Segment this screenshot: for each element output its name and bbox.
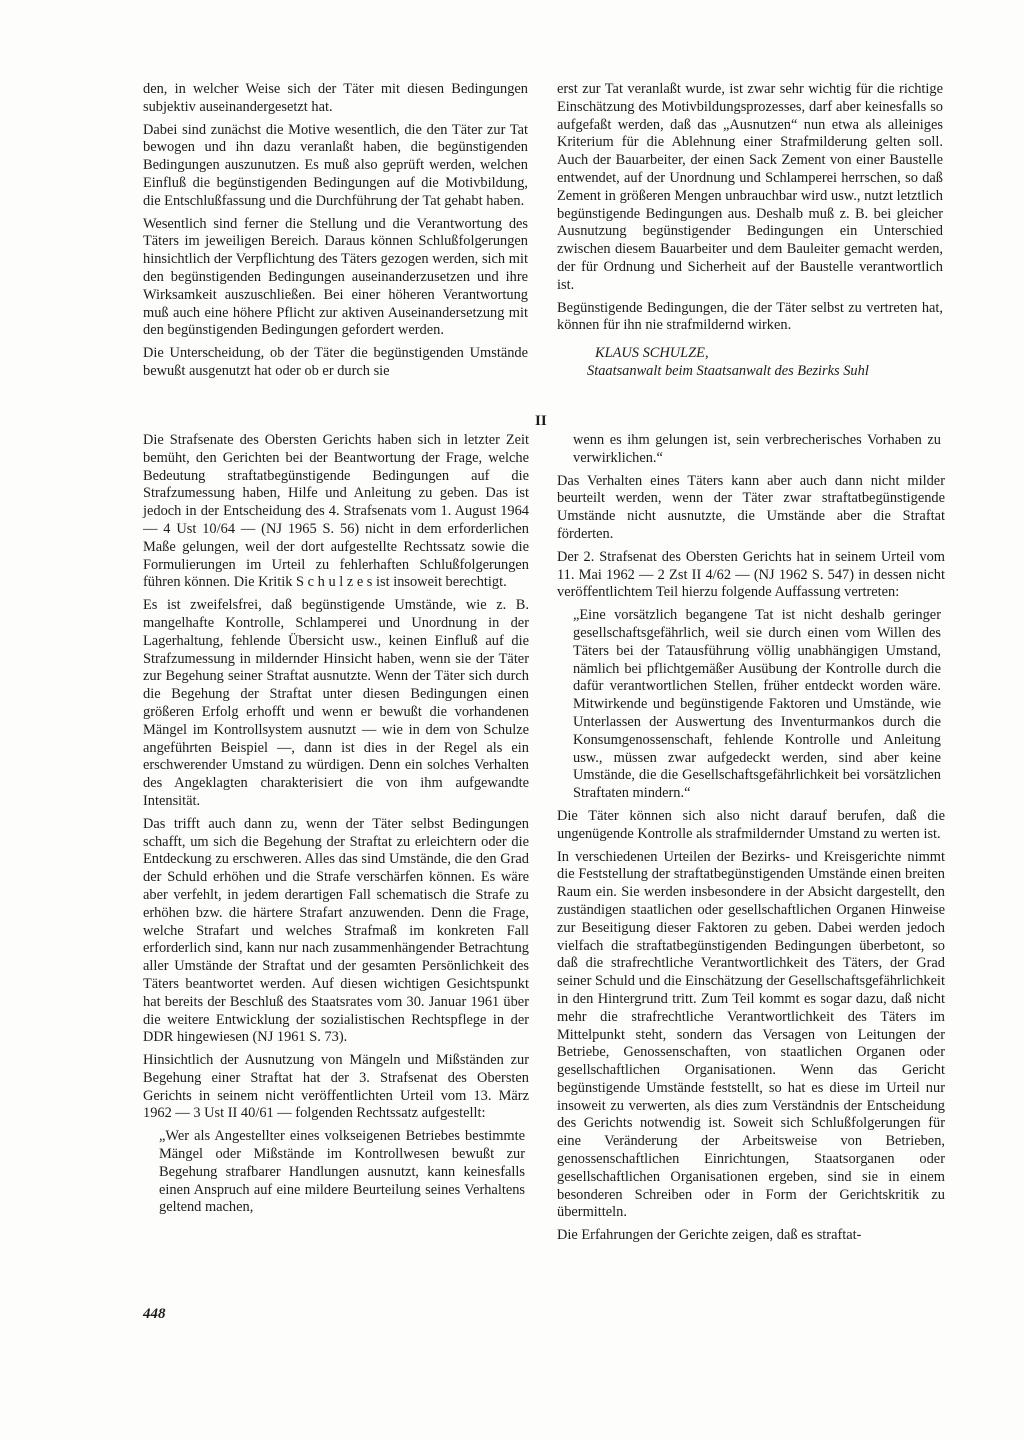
author-affiliation: Staatsanwalt beim Staatsanwalt des Bezirks Suhl xyxy=(587,362,869,379)
paragraph: Die Erfahrungen der Gerichte zeigen, daß es straftat- xyxy=(557,1227,862,1244)
article-column-bottom-left xyxy=(143,432,529,1222)
author-signature xyxy=(557,345,943,381)
paragraph: Die Täter können sich also nicht darauf berufen, daß die ungenügende Kontrolle als strafmildernder Umstand zu werten ist. xyxy=(557,807,945,842)
paragraph: den, in welcher Weise sich der Täter mit diesen Bedingungen subjektiv auseinandergesetzt hat. xyxy=(143,81,528,115)
paragraph: Wesentlich sind ferner die Stellung und die Verantwortung des Täters im jeweiligen Bereich. Daraus können Schlußfolgerungen hinsichtlich der Verpflichtung des Täters gezogen werden, sich mit den begünstigenden Bedingungen auseinanderzusetzen und ihre Wirksamkeit auszuschließen. Bei einer höheren Verantwortung muß auch eine höhere Pflicht zur aktiven Auseinandersetzung mit den begünstigenden Bedingungen gefordert werden. xyxy=(143,215,528,339)
article-column-top-right xyxy=(557,81,943,381)
quotation: wenn es ihm gelungen ist, sein verbrecherisches Vorhaben zu verwirklichen.“ xyxy=(573,432,941,466)
page-number: 448 xyxy=(143,1306,166,1322)
paragraph: Das trifft auch dann zu, wenn der Täter selbst Bedingungen schafft, um sich die Begehung der Straftat zu erleichtern oder die Entdeckung zu erschweren. Alles das sind Umstände, die den Grad der Schuld erhöhen und die Strafe verschärfen können. Es wäre aber verfehlt, in jedem derartigen Fall schematisch die Strafe zu erhöhen bzw. die härtere Strafart anzuwenden. Denn die Frage, welche Strafart und welches Strafmaß im konkreten Fall erforderlich sind, kann nur nach zusammenhängender Betrachtung aller Umstände der Straftat und der gesamten Persönlichkeit des Täters beantwortet werden. Auf diesen wichtigen Gesichtspunkt hat bereits der Beschluß des Staatsrates vom 30. Januar 1961 über die weitere Entwicklung der sozialistischen Rechtspflege in der DDR hingewiesen (NJ 1961 S. 73). xyxy=(143,815,529,1046)
article-column-bottom-right xyxy=(557,432,945,1250)
paragraph: Es ist zweifelsfrei, daß begünstigende Umstände, wie z. B. mangelhafte Kontrolle, Schlamperei und Unordnung in der Lagerhaltung, fehlende Übersicht usw., keinen Einfluß auf die Strafzumessung in mildernder Hinsicht haben, wenn sie der Täter zur Begehung seiner Straftat ausnutzte. Wenn der Täter sich durch die Begehung der Straftat unter diesen Bedingungen einen größeren Erfolg erhofft und wenn er bewußt die vorhandenen Mängel im Kontrollsystem ausnutzt — wie in dem von Schulze angeführten Beispiel —, dann ist dies in der Regel als ein erschwerender Umstand zu würdigen. Denn ein solches Verhalten des Angeklagten charakterisiert die von ihm aufgewandte Intensität. xyxy=(143,597,529,809)
paragraph: In verschiedenen Urteilen der Bezirks- und Kreisgerichte nimmt die Feststellung der straftatbegünstigenden Umstände einen breiten Raum ein. Sie werden insbesondere in der Absicht dargestellt, den zuständigen staatlichen oder gesellschaftlichen Organen Hinweise zur Beseitigung dieser Faktoren zu geben. Dabei werden jedoch vielfach die straftatbegünstigenden Bedingungen überbetont, so daß die strafrechtliche Verantwortlichkeit des Täters, der Grad seiner Schuld und die Einschätzung der Gesellschaftsgefährlichkeit in den Hintergrund tritt. Zum Teil kommt es sogar dazu, daß nicht mehr die strafrechtliche Verantwortlichkeit des Täters im Mittelpunkt steht, sondern das Versagen von Leitungen der Betriebe, Genossenschaften, von staatlichen Organen oder gesellschaftlichen Organisationen. Wenn das Gericht begünstigende Umstände feststellt, so hat es diese im Urteil nur insoweit zu verwerten, als dies zum Verständnis der Entscheidung des Gerichts notwendig ist. Soweit sich Schlußfolgerungen für eine Veränderung der Arbeitsweise von Betrieben, genossenschaftlichen Einrichtungen, Staatsorganen oder gesellschaftlichen Organisationen ergeben, sind sie in einem besonderen Schreiben oder in Form der Gerichtskritik zu übermitteln. xyxy=(557,848,945,1221)
paragraph: Das Verhalten eines Täters kann aber auch dann nicht milder beurteilt werden, wenn der Täter zwar straftatbegünstigende Umstände nicht ausnutzte, die Umstände aber die Straftat förderten. xyxy=(557,472,945,542)
quotation: „Wer als Angestellter eines volkseigenen Betriebes bestimmte Mängel oder Mißstände im Kontrollwesen bewußt zur Begehung strafbarer Handlungen ausnutzt, kann keinesfalls einen Anspruch auf eine mildere Beurteilung seines Verhaltens geltend machen, xyxy=(159,1128,525,1216)
paragraph: Begünstigende Bedingungen, die der Täter selbst zu vertreten hat, können für ihn nie strafmildernd wirken. xyxy=(557,299,943,334)
quotation: „Eine vorsätzlich begangene Tat ist nicht deshalb geringer gesellschaftsgefährlich, weil sie durch einen vom Willen des Täters bei der Tatausführung völlig unabhängigen Umstand, nämlich bei pflichtgemäßer Ausübung der Kontrolle durch die dafür verantwortlichen Stellen, früher entdeckt worden wäre. Mitwirkende und begünstigende Faktoren und Umstände, wie Unterlassen der Auswertung des Inventurmankos durch die Konsumgenossenschaft, fehlende Kontrolle und Anleitung usw., müssen zwar aufgedeckt werden, sind aber keine Umstände, die die Gesellschaftsgefährlichkeit bei vorsätzlichen Straftaten mindern.“ xyxy=(573,607,941,802)
paragraph: Hinsichtlich der Ausnutzung von Mängeln und Mißständen zur Begehung einer Straftat hat der 3. Strafsenat des Obersten Gerichts in seinem nicht veröffentlichten Urteil vom 13. März 1962 — 3 Ust II 40/61 — folgenden Rechtssatz aufgestellt: xyxy=(143,1052,529,1122)
paragraph: Dabei sind zunächst die Motive wesentlich, die den Täter zur Tat bewogen und ihn dazu veranlaßt haben, die begünstigenden Bedingungen auszunutzen. Es muß also geprüft werden, welchen Einfluß die begünstigenden Bedingungen auf die Motivbildung, die Entschlußfassung und die Durchführung der Tat gehabt haben. xyxy=(143,121,528,209)
paragraph: Die Unterscheidung, ob der Täter die begünstigenden Umstände bewußt ausgenutzt hat oder ob er durch sie xyxy=(143,345,528,379)
paragraph: Die Strafsenate des Obersten Gerichts haben sich in letzter Zeit bemüht, den Gerichten bei der Beantwortung der Frage, welche Bedeutung straftatbegünstigende Bedingungen auf die Strafzumessung haben, Hilfe und Anleitung zu geben. Das ist jedoch in der Entscheidung des 4. Strafsenats vom 1. August 1964 — 4 Ust 10/64 — (NJ 1965 S. 56) nicht in dem erforderlichen Maße gelungen, weil der dort aufgestellte Rechtssatz sowie die Formulierungen im Urteil zu fehlerhaften Schlußfolgerungen führen können. Die Kritik S c h u l z e s ist insoweit berechtigt. xyxy=(143,432,529,591)
section-numeral: II xyxy=(535,413,547,429)
paragraph: erst zur Tat veranlaßt wurde, ist zwar sehr wichtig für die richtige Einschätzung des Motivbildungsprozesses, darf aber keinesfalls so aufgefaßt werden, daß das „Ausnutzen“ nun etwa als alleiniges Kriterium für die Ablehnung einer Strafmilderung gelten soll. Auch der Bauarbeiter, der einen Sack Zement von einer Baustelle entwendet, auf der Unordnung und Schlamperei herrschen, so daß Zement in größeren Mengen unbrauchbar wird usw., nutzt letztlich begünstigende Bedingungen aus. Deshalb muß z. B. bei gleicher Ausnutzung begünstigender Bedingungen ein Unterschied zwischen diesem Bauarbeiter und dem Bauleiter gemacht werden, der für Ordnung und Sicherheit auf der Baustelle verantwortlich ist. xyxy=(557,81,943,293)
paragraph: Der 2. Strafsenat des Obersten Gerichts hat in seinem Urteil vom 11. Mai 1962 — 2 Zst II 4/62 — (NJ 1962 S. 547) in dessen nicht veröffentlichtem Teil hierzu folgende Auffassung vertreten: xyxy=(557,548,945,601)
article-column-top-left xyxy=(143,81,528,386)
author-name: KLAUS SCHULZE, xyxy=(595,345,709,362)
